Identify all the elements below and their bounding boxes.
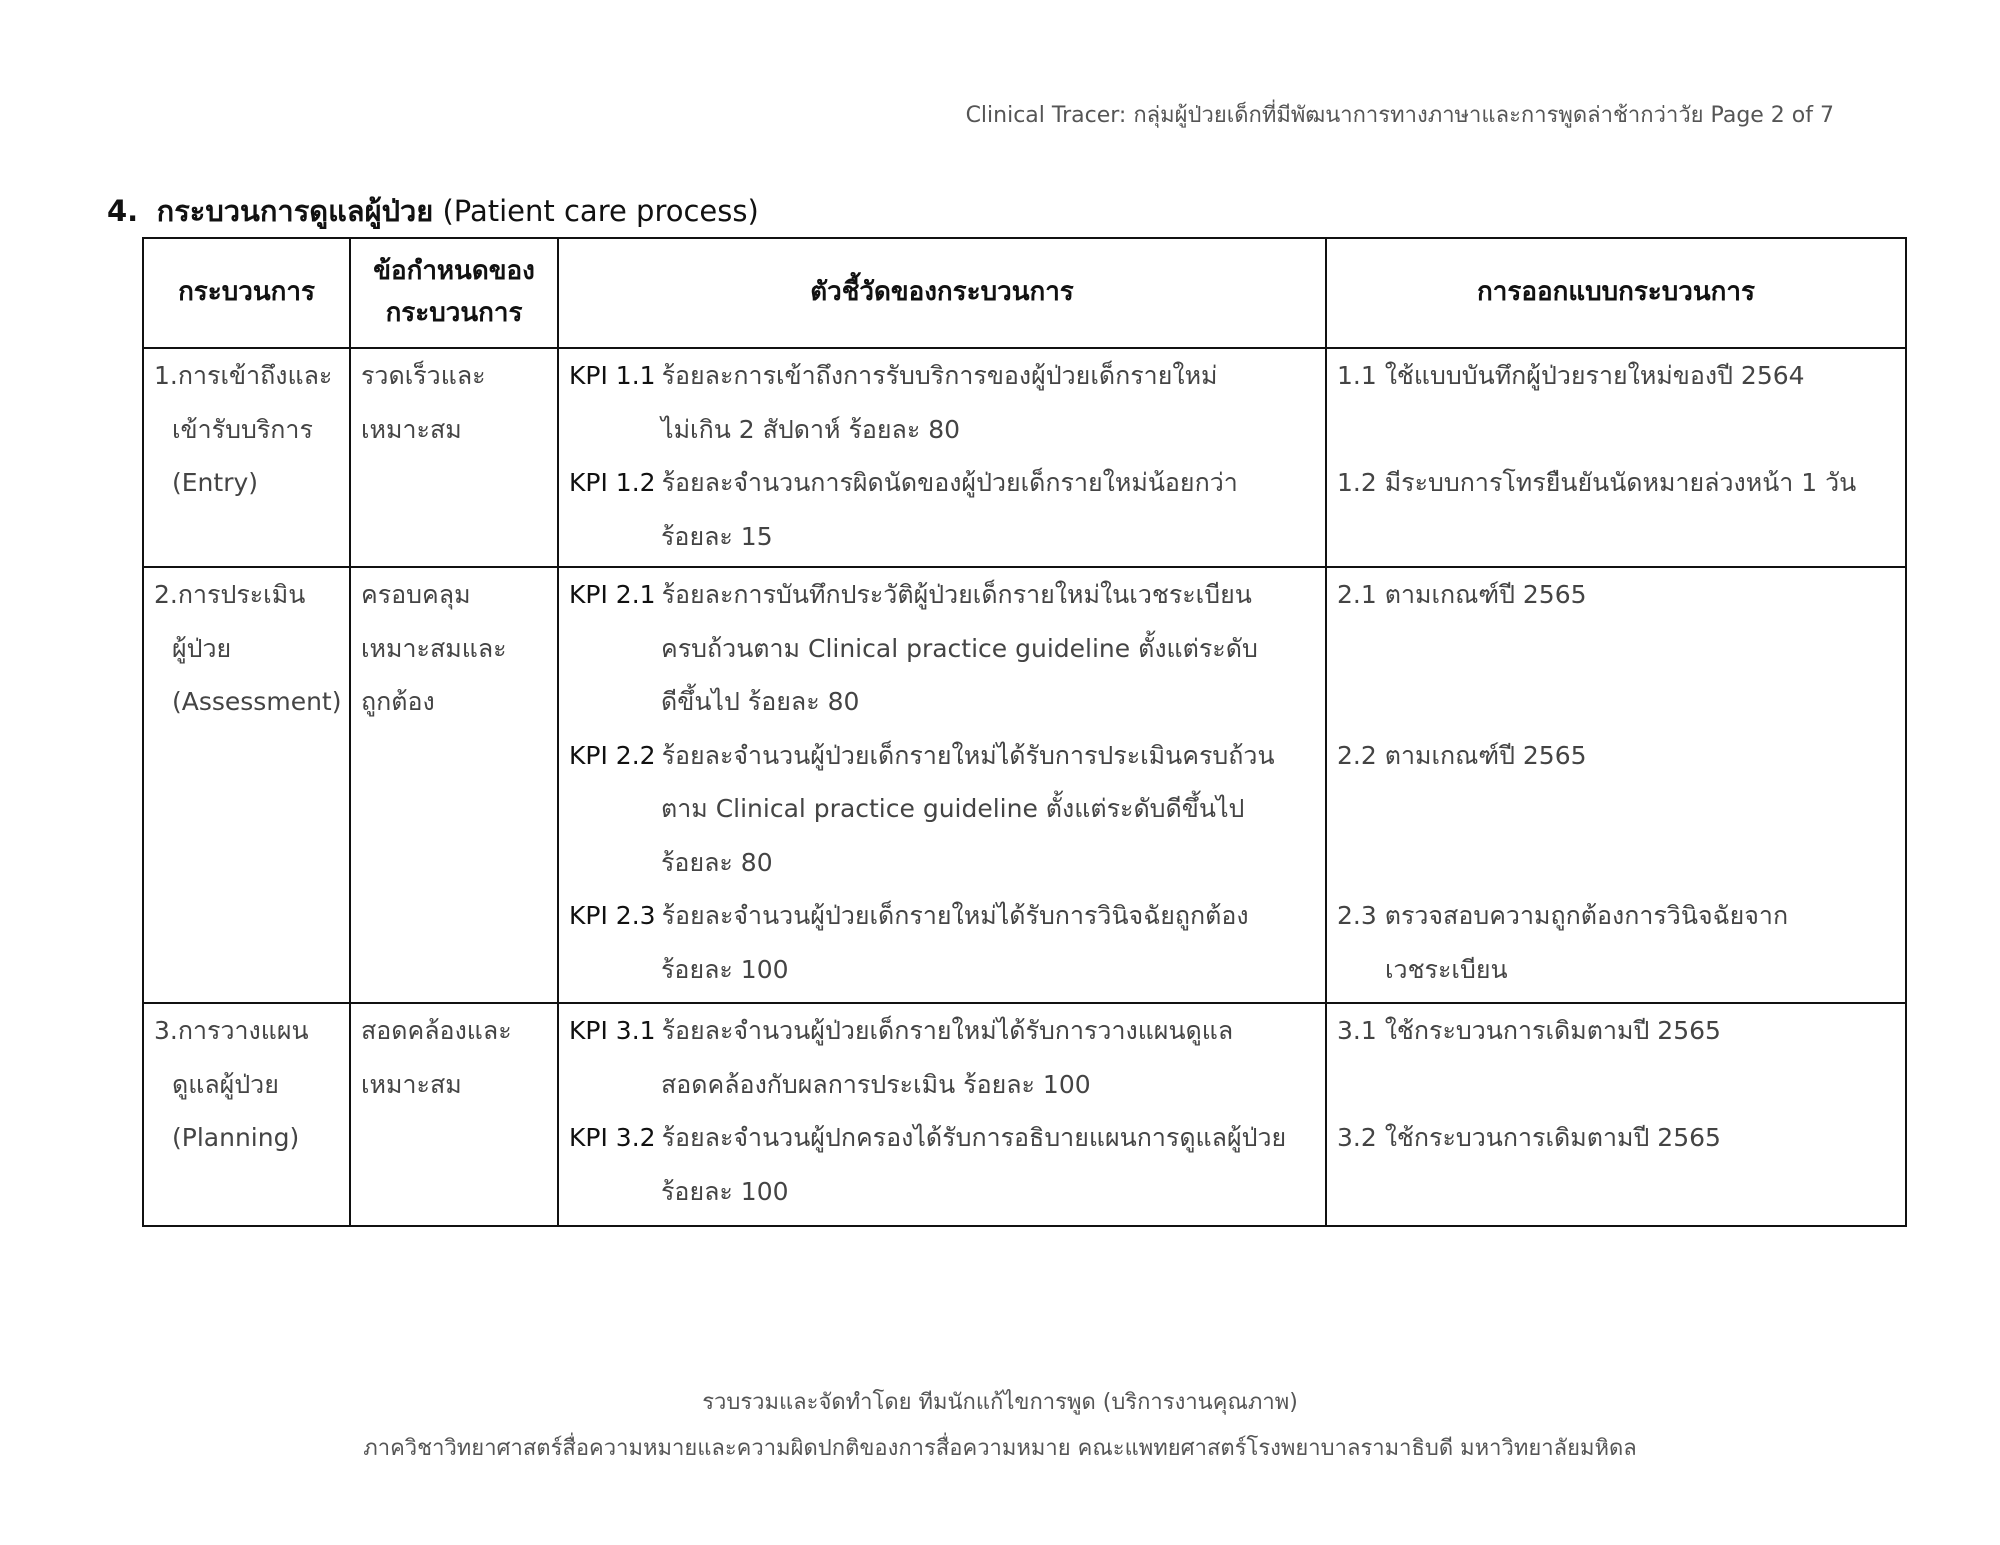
kpi-continuation: สอดคล้องกับผลการประเมิน ร้อยละ 100 [661,1069,1091,1099]
requirement-line: ครอบคลุม [361,580,471,609]
table-row [143,567,1906,1003]
page-footer [0,1380,2000,1472]
design-cell [1326,567,1906,1003]
header-process: กระบวนการ [143,238,350,348]
kpi-continuation: ร้อยละ 80 [661,847,773,877]
indicator-cell [558,348,1326,567]
requirement-line: สอดคล้องและ [361,1016,512,1045]
requirement-line: รวดเร็วและ [361,361,486,390]
design-line: 3.2 ใช้กระบวนการเดิมตามปี 2565 [1337,1123,1721,1152]
kpi-line [569,568,1315,622]
kpi-text: ร้อยละจำนวนผู้ป่วยเด็กรายใหม่ได้รับการวินิจฉัยถูกต้อง [661,901,1249,930]
kpi-text: ร้อยละจำนวนผู้ป่วยเด็กรายใหม่ได้รับการประเมินครบถ้วน [661,740,1275,770]
design-line: เวชระเบียน [1385,954,1508,984]
process-line: (Planning) [172,1123,300,1152]
design-line: 2.3 ตรวจสอบความถูกต้องการวินิจฉัยจาก [1337,901,1789,930]
kpi-code: KPI 1.1 [569,361,656,390]
indicator-cell [558,567,1326,1003]
footer-line1: รวบรวมและจัดทำโดย ทีมนักแก้ไขการพูด (บริการงานคุณภาพ) [702,1390,1298,1415]
kpi-continuation: ไม่เกิน 2 สัปดาห์ ร้อยละ 80 [661,414,961,444]
kpi-line [569,456,1315,510]
design-line: 2.1 ตามเกณฑ์ปี 2565 [1337,580,1587,609]
section-number: 4. [107,194,139,228]
header-requirement [350,238,558,348]
kpi-continuation: ตาม Clinical practice guideline ตั้งแต่ระดับดีขึ้นไป [661,794,1245,823]
header-requirement-line2: กระบวนการ [385,298,523,328]
kpi-line [569,729,1315,783]
header-design: การออกแบบกระบวนการ [1326,238,1906,348]
design-cell [1326,1003,1906,1226]
kpi-continuation: ร้อยละ 100 [661,1176,789,1206]
requirement-cell [350,1003,558,1226]
process-line: 3.การวางแผน [154,1016,309,1045]
kpi-text: ร้อยละจำนวนผู้ปกครองได้รับการอธิบายแผนการดูแลผู้ป่วย [661,1123,1287,1152]
table-header-row [143,238,1906,348]
requirement-line: เหมาะสมและ [361,633,507,663]
requirement-cell [350,567,558,1003]
process-line: ผู้ป่วย [172,633,232,663]
process-cell [143,567,350,1003]
kpi-code: KPI 1.2 [569,468,656,497]
process-line: 2.การประเมิน [154,580,306,609]
design-line: 1.2 มีระบบการโทรยืนยันนัดหมายล่วงหน้า 1 วัน [1337,468,1857,497]
requirement-line: เหมาะสม [361,1069,462,1099]
kpi-line [569,349,1315,403]
requirement-cell [350,348,558,567]
table-row [143,348,1906,567]
table-row [143,1003,1906,1226]
process-cell [143,348,350,567]
kpi-text: ร้อยละการเข้าถึงการรับบริการของผู้ป่วยเด็กรายใหม่ [661,361,1218,390]
kpi-code: KPI 2.3 [569,901,656,930]
process-line: (Assessment) [172,687,342,716]
section-title-th: กระบวนการดูแลผู้ป่วย [156,194,434,228]
header-requirement-line1: ข้อกำหนดของ [373,256,535,287]
kpi-code: KPI 3.1 [569,1016,656,1045]
section-title [107,188,759,234]
patient-care-table [142,237,1907,1227]
footer-line2: ภาควิชาวิทยาศาสตร์สื่อความหมายและความผิดปกติของการสื่อความหมาย คณะแพทยศาสตร์โรงพยาบาลรามาธิบดี มหาวิทยาลัยมหิดล [363,1436,1637,1461]
requirement-line: เหมาะสม [361,414,462,444]
design-line: 3.1 ใช้กระบวนการเดิมตามปี 2565 [1337,1016,1721,1045]
process-line: 1.การเข้าถึงและ [154,361,333,390]
process-cell [143,1003,350,1226]
section-title-en: (Patient care process) [442,194,759,228]
design-cell [1326,348,1906,567]
design-line: 1.1 ใช้แบบบันทึกผู้ป่วยรายใหม่ของปี 2564 [1337,361,1805,390]
kpi-continuation: ครบถ้วนตาม Clinical practice guideline ตั้งแต่ระดับ [661,633,1258,663]
kpi-line [569,889,1315,943]
design-line: 2.2 ตามเกณฑ์ปี 2565 [1337,740,1587,770]
process-line: ดูแลผู้ป่วย [172,1069,279,1099]
kpi-continuation: ร้อยละ 100 [661,954,789,984]
kpi-code: KPI 2.1 [569,580,656,609]
kpi-text: ร้อยละจำนวนการผิดนัดของผู้ป่วยเด็กรายใหม่น้อยกว่า [661,468,1238,497]
indicator-cell [558,1003,1326,1226]
kpi-text: ร้อยละการบันทึกประวัติผู้ป่วยเด็กรายใหม่ในเวชระเบียน [661,580,1252,609]
requirement-line: ถูกต้อง [361,687,435,716]
process-line: (Entry) [172,468,259,497]
kpi-code: KPI 2.2 [569,740,656,770]
header-indicator: ตัวชี้วัดของกระบวนการ [558,238,1326,348]
kpi-text: ร้อยละจำนวนผู้ป่วยเด็กรายใหม่ได้รับการวางแผนดูแล [661,1016,1234,1045]
kpi-continuation: ดีขึ้นไป ร้อยละ 80 [661,687,860,716]
kpi-line [569,1111,1315,1165]
kpi-continuation: ร้อยละ 15 [661,521,773,551]
kpi-line [569,1004,1315,1058]
process-line: เข้ารับบริการ [172,414,313,444]
kpi-code: KPI 3.2 [569,1123,656,1152]
page-header: Clinical Tracer: กลุ่มผู้ป่วยเด็กที่มีพัฒนาการทางภาษาและการพูดล่าช้ากว่าวัย Page 2 of 7 [965,103,1834,128]
